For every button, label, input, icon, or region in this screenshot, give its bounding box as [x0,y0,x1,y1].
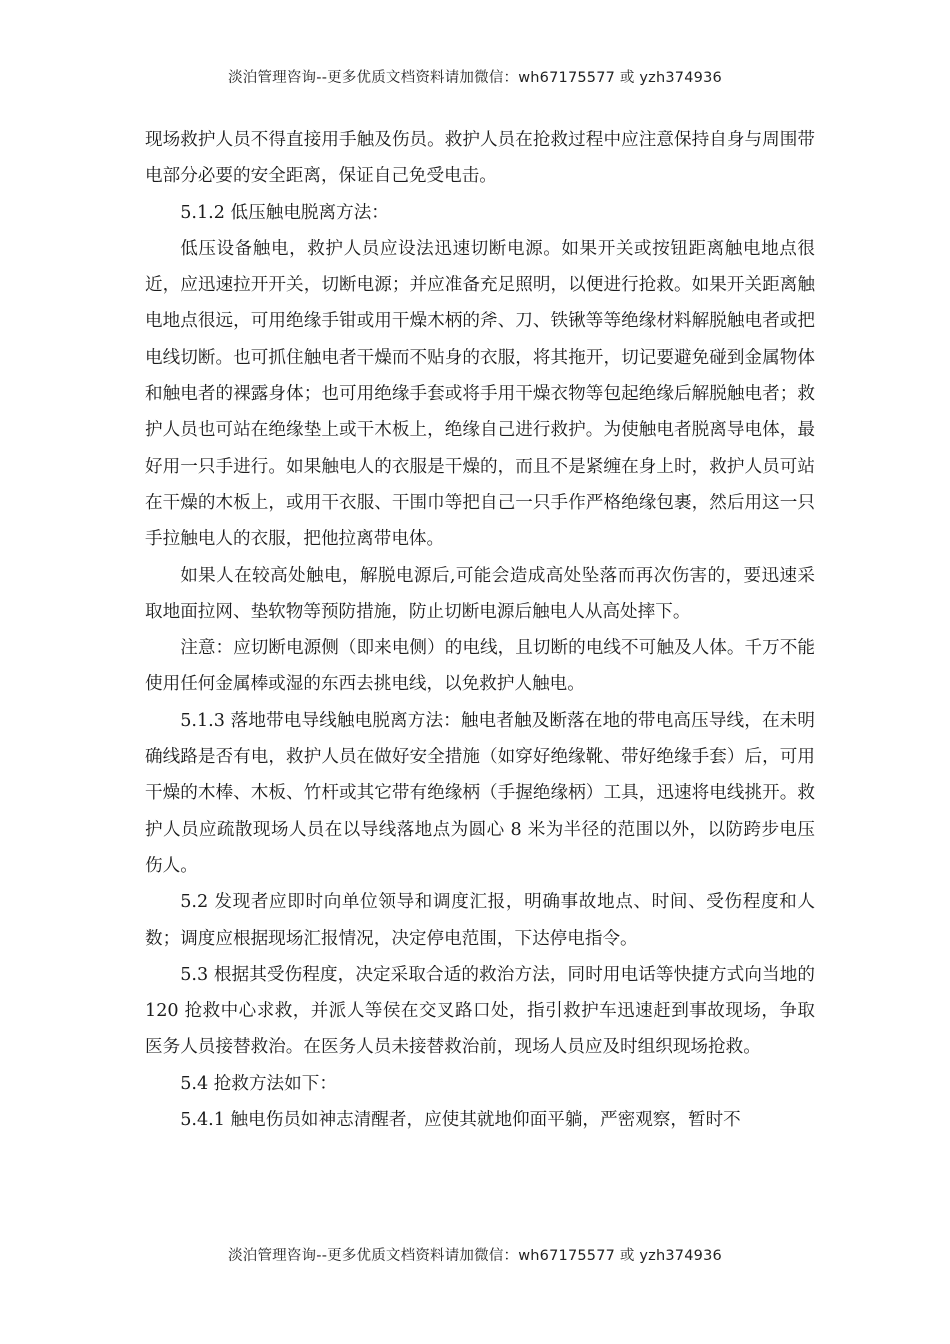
paragraph-note: 注意：应切断电源侧（即来电侧）的电线，且切断的电线不可触及人体。千万不能使用任何金属棒或湿的东西去挑电线，以免救护人触电。 [145,638,815,695]
paragraph-5-1-3: 5.1.3 落地带电导线触电脱离方法：触电者触及断落在地的带电高压导线，在未明确线路是否有电，救护人员在做好安全措施（如穿好绝缘靴、带好绝缘手套）后，可用干燥的木棒、木板、竹杆或其它带有绝缘柄（手握绝缘柄）工具，迅速将电线挑开。救护人员应疏散现场人员在以导线落地点为圆心 8 米为半径的范围以外，以防跨步电压伤人。 [145,710,815,876]
paragraph-5-2: 5.2 发现者应即时向单位领导和调度汇报，明确事故地点、时间、受伤程度和人数；调度应根据现场汇报情况，决定停电范围，下达停电指令。 [145,892,815,949]
paragraph-heading-5-1-2: 5.1.2 低压触电脱离方法： [180,202,389,223]
page-header: 淡泊管理咨询--更多优质文档资料请加微信：wh67175577 或 yzh374936 [228,70,722,86]
document-body [145,122,815,1138]
paragraph-rescue-distance: 现场救护人员不得直接用手触及伤员。救护人员在抢救过程中应注意保持自身与周围带电部分必要的安全距离，保证自己免受电击。 [145,130,815,187]
paragraph-low-voltage-method: 低压设备触电，救护人员应设法迅速切断电源。如果开关或按钮距离触电地点很近，应迅速拉开开关，切断电源；并应准备充足照明，以便进行抢救。如果开关距离触电地点很远，可用绝缘手钳或用干燥木柄的斧、刀、铁锹等等绝缘材料解脱触电者或把电线切断。也可抓住触电者干燥而不贴身的衣服，将其拖开，切记要避免碰到金属物体和触电者的裸露身体；也可用绝缘手套或将手用干燥衣物等包起绝缘后解脱触电者；救护人员也可站在绝缘垫上或干木板上，绝缘自己进行救护。为使触电者脱离导电体，最好用一只手进行。如果触电人的衣服是干燥的，而且不是紧缠在身上时，救护人员可站在干燥的木板上，或用干衣服、干围巾等把自己一只手作严格绝缘包裹，然后用这一只手拉触电人的衣服，把他拉离带电体。 [145,238,815,550]
page-footer: 淡泊管理咨询--更多优质文档资料请加微信：wh67175577 或 yzh374936 [228,1248,722,1264]
paragraph-height-fall: 如果人在较高处触电，解脱电源后,可能会造成高处坠落而再次伤害的，要迅速采取地面拉网、垫软物等预防措施，防止切断电源后触电人从高处摔下。 [145,565,815,622]
paragraph-5-4-1: 5.4.1 触电伤员如神志清醒者，应使其就地仰面平躺，严密观察，暂时不 [180,1110,741,1131]
paragraph-5-4: 5.4 抢救方法如下： [180,1073,337,1094]
paragraph-5-3: 5.3 根据其受伤程度，决定采取合适的救治方法，同时用电话等快捷方式向当地的 120 抢救中心求救，并派人等侯在交叉路口处，指引救护车迅速赶到事故现场，争取医务人员接替救治。在医务人员未接替救治前，现场人员应及时组织现场抢救。 [145,964,815,1058]
